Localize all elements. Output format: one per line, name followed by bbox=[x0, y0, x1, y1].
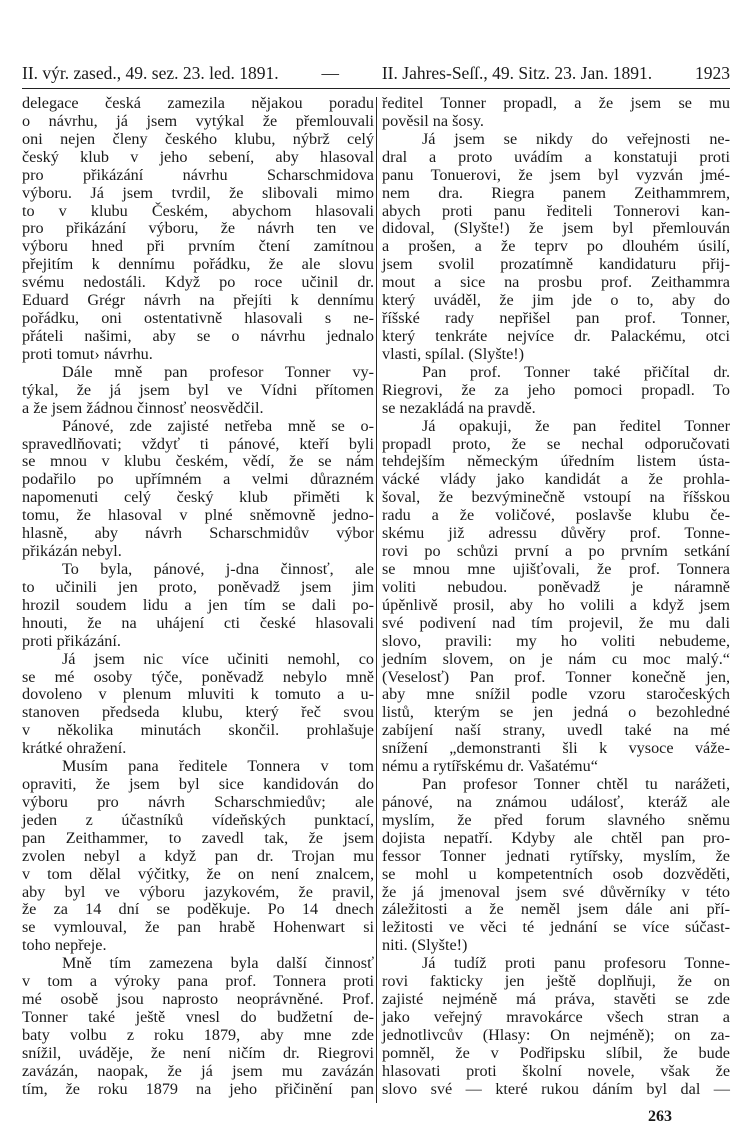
text-line: rovi po schůzi první a po prvním setkání bbox=[382, 542, 730, 561]
text-line: rovi fakticky jen ještě doplňuji, že on bbox=[382, 972, 730, 991]
text-line: přáteli našimi, aby se o návrhu jednalo bbox=[22, 326, 374, 345]
text-line: hrozil soudem lidu a jen tím se dali po- bbox=[22, 595, 374, 614]
text-line: v tom a výroky pana prof. Tonnera proti bbox=[22, 972, 374, 991]
text-line: slovo, pravili: my ho voliti nebudeme, bbox=[382, 631, 730, 650]
header-german: II. Jahres-Seſſ., 49. Sitz. 23. Jan. 1891. bbox=[381, 63, 653, 83]
text-line: že za 14 dní se poděkuje. Po 14 dnech bbox=[22, 900, 374, 919]
text-line: to učinili jen proto, poněvadž jsem jim bbox=[22, 577, 374, 596]
text-line: fessor Tonner jednati rytířsky, myslím, že bbox=[382, 846, 730, 865]
text-line: Eduard Grégr návrh na přejíti k dennímu bbox=[22, 291, 374, 310]
text-line: slovo své — které rukou dáním byl dal — bbox=[382, 1079, 730, 1098]
text-line: pan Zeithammer, to zavedl tak, že jsem bbox=[22, 828, 374, 847]
text-line: říšské rady nepřišel pan prof. Tonner, bbox=[382, 309, 730, 328]
text-line: své podivení nad tím projevil, že mu dali bbox=[382, 613, 730, 632]
text-line: tomu, že hlasoval v plné sněmovně jedno- bbox=[22, 506, 374, 525]
text-line: tehdejším německým úředním listem ústa- bbox=[382, 452, 730, 471]
text-line: To byla, pánové, j-dna činnosť, ale bbox=[62, 559, 374, 578]
text-line: jedním slovem, on je nám cu moc malý.“ bbox=[382, 649, 730, 668]
text-line: se mnou mne ujišťovali, že prof. Tonnera bbox=[382, 559, 730, 578]
text-line: vácké vlády jako kandidát a že prohla- bbox=[382, 470, 730, 489]
text-line: skému již adressu důvěry prof. Tonne- bbox=[382, 524, 730, 543]
text-line: snížení „demonstranti šli k vysoce váže- bbox=[382, 739, 730, 758]
text-line: stanoven předseda klubu, který řeč svou bbox=[22, 703, 374, 722]
text-line: aby byl ve výboru jazykovém, že pravil, bbox=[22, 882, 374, 901]
text-line: myslím, že před forum slavného sněmu bbox=[382, 810, 730, 829]
text-line: panu Tonuerovi, že jsem byl vyzván jmé- bbox=[382, 165, 730, 184]
text-line: jednotlivcův (Hlasy: On nejméně); on za- bbox=[382, 1025, 730, 1044]
text-line: který tenkráte nejvíce dr. Palackému, otci bbox=[382, 326, 730, 345]
text-line: záležitosti a že neměl jsem dále ani pří- bbox=[382, 900, 730, 919]
text-line: toho nepřeje. bbox=[22, 936, 107, 955]
text-line: mé osobě jsou naprosto neoprávněné. Prof. bbox=[22, 990, 374, 1009]
text-line: dral a proto uvádím a konstatuji proti bbox=[382, 147, 730, 166]
text-line: podařilo po upřímném a velmi důrazném bbox=[22, 470, 374, 489]
text-line: přikázán nebyl. bbox=[22, 542, 122, 561]
text-line: oni nejen členy českého klubu, nýbrž celý bbox=[22, 129, 374, 148]
text-line: Pan prof. Tonner také přičítal dr. bbox=[422, 362, 730, 381]
text-line: didoval, (Slyšte!) že jsem byl přemlouván bbox=[382, 219, 730, 238]
text-line: Já tudíž proti panu profesoru Tonne- bbox=[422, 954, 730, 973]
header-rule bbox=[22, 88, 730, 89]
text-line: spravedlňovati; vždyť ti pánové, kteří byli bbox=[22, 434, 374, 453]
text-line: delegace česká zamezila nějakou poradu bbox=[22, 94, 374, 112]
text-line: Musím pana ředitele Tonnera v tom bbox=[62, 757, 374, 776]
text-line: jeden z účastníků vídeňských punktací, bbox=[22, 810, 374, 829]
text-line: pánové, na známou událosť, kteráž ale bbox=[382, 792, 730, 811]
text-line: propadl proto, že se nechal odporučovati bbox=[382, 434, 730, 453]
text-line: týkal, že já jsem byl ve Vídni přítomen bbox=[22, 380, 374, 399]
text-line: hlasovati proti školní novele, však že bbox=[382, 1061, 730, 1080]
text-line: pro přikázání návrhu Scharschmidova bbox=[22, 165, 374, 184]
header-dash: — bbox=[321, 63, 339, 83]
text-line: o návrhu, já jsem vytýkal že přemlouvali bbox=[22, 111, 374, 130]
text-line: se nezakládá na pravdě. bbox=[382, 398, 536, 417]
text-line: Dále mně pan profesor Tonner vy- bbox=[62, 362, 374, 381]
text-line: baty volbu z roku 1879, aby mne zde bbox=[22, 1025, 374, 1044]
text-line: abych proti panu řediteli Tonnerovi kan- bbox=[382, 201, 730, 220]
text-line: úpěnlivě prosil, aby ho volili a když jsem bbox=[382, 595, 730, 614]
text-line: listů, kterým se jen jedná o bezohledné bbox=[382, 703, 730, 722]
text-line: že já jmenoval jsem své důvěrníky v této bbox=[382, 882, 730, 901]
text-line: nem dra. Riegra panem Zeithammrem, bbox=[382, 183, 730, 202]
header-page-total: 1923 bbox=[694, 63, 730, 83]
text-line: Já opakuji, že pan ředitel Tonner bbox=[422, 416, 730, 435]
text-line: tím, že roku 1879 na jeho přičinění pan bbox=[22, 1079, 374, 1098]
text-line: krátké ohražení. bbox=[22, 739, 127, 758]
text-line: a že jsem žádnou činnosť neosvědčil. bbox=[22, 398, 264, 417]
text-line: radu a že voličové, poslavše klubu če- bbox=[382, 506, 730, 525]
text-line: Mně tím zamezena byla další činnosť bbox=[62, 954, 374, 973]
text-line: proti přikázání. bbox=[22, 631, 121, 650]
text-line: šoval, že bezvýminečně vstoupí na říšskou bbox=[382, 488, 730, 507]
running-header bbox=[22, 63, 730, 85]
text-line: hnouti, že na uhájení cti české hlasovali bbox=[22, 613, 374, 632]
text-line: proti tomut› návrhu. bbox=[22, 344, 153, 363]
text-line: Já jsem se nikdy do veřejnosti ne- bbox=[422, 129, 730, 148]
text-line: niti. (Slyšte!) bbox=[382, 936, 468, 955]
header-czech: II. výr. zased., 49. sez. 23. led. 1891. bbox=[22, 63, 279, 83]
text-line: vlasti, spílal. (Slyšte!) bbox=[382, 344, 525, 363]
text-line: Pánové, zde zajisté netřeba mně se o- bbox=[62, 416, 374, 435]
text-line: mout a sice na prosbu prof. Zeithammra bbox=[382, 273, 730, 292]
text-line: přejitím k dennímu pořádku, že ale slovu bbox=[22, 255, 374, 274]
text-line: český klub v jeho sebení, aby hlasoval bbox=[22, 147, 374, 166]
text-line: voliti nebudou. poněvadž je náramně bbox=[382, 577, 730, 596]
text-line: v několika minutách skončil. prohlašuje bbox=[22, 721, 374, 740]
text-line: v tom dělal výčitky, že on není znalcem, bbox=[22, 864, 374, 883]
page-number: 263 bbox=[648, 1108, 672, 1125]
text-line: Riegrovi, že za jeho pomoci propadl. To bbox=[382, 380, 730, 399]
text-line: který uváděl, že jim jde o to, aby do bbox=[382, 291, 730, 310]
text-line: napomenuti celý český klub přiměti k bbox=[22, 488, 374, 507]
left-column bbox=[22, 95, 374, 1099]
text-line: nému a rytířskému dr. Vašatému“ bbox=[382, 757, 598, 776]
text-line: Pan profesor Tonner chtěl tu narážeti, bbox=[422, 775, 730, 794]
text-line: Já jsem nic více učiniti nemohl, co bbox=[62, 649, 374, 668]
text-line: snížil, uváděje, že není ničím dr. Riegrovi bbox=[22, 1043, 374, 1062]
text-line: se mnou v klubu českém, vědí, že se nám bbox=[22, 452, 374, 471]
text-line: zajisté nejméně má práva, stavěti se zde bbox=[382, 990, 730, 1009]
column-divider bbox=[376, 97, 377, 1103]
text-line: svému nedostáli. Když po roce učinil dr. bbox=[22, 273, 374, 292]
text-line: pro přikázání výboru, že návrh ten ve bbox=[22, 219, 374, 238]
text-line: aby mne snížil podle vzoru staročeských bbox=[382, 685, 730, 704]
text-line: se mé osoby týče, poněvadž nebylo mně bbox=[22, 667, 374, 686]
text-line: výboru pro návrh Scharschmiedův; ale bbox=[22, 792, 374, 811]
text-line: dovoleno v plenum mluviti k tomuto a u- bbox=[22, 685, 374, 704]
text-line: to v klubu Českém, abychom hlasovali bbox=[22, 201, 374, 220]
text-line: se mohl u kompetentních osob dozvěděti, bbox=[382, 864, 730, 883]
text-line: ředitel Tonner propadl, a že jsem se mu bbox=[382, 94, 730, 112]
text-line: pomněl, že v Podřipsku slíbil, že bude bbox=[382, 1043, 730, 1062]
text-line: opraviti, že jsem byl sice kandidován do bbox=[22, 775, 374, 794]
text-line: a prošen, a že teprv po dlouhém úsilí, bbox=[382, 237, 730, 256]
text-line: zabíjení naší strany, uvedl také na mé bbox=[382, 721, 730, 740]
text-line: zvolen nebyl a když pan dr. Trojan mu bbox=[22, 846, 374, 865]
text-line: (Veselosť) Pan prof. Tonner konečně jen, bbox=[382, 667, 730, 686]
text-line: dojista nepatří. Kdyby ale chtěl pan pro- bbox=[382, 828, 730, 847]
text-line: Tonner také ještě vnesl do budžetní de- bbox=[22, 1008, 374, 1027]
text-line: zavázán, naopak, že já jsem mu zavázán bbox=[22, 1061, 374, 1080]
text-line: jako veřejný mravokárce všech stran a bbox=[382, 1008, 730, 1027]
text-line: se vymlouval, že pan hrabě Hohenwart si bbox=[22, 918, 374, 937]
text-line: pořádku, oni ostentativně hlasovali s ne- bbox=[22, 309, 374, 328]
text-line: pověsil na šosy. bbox=[382, 111, 484, 130]
right-column bbox=[382, 95, 730, 1099]
text-line: výboru hned při prvním čtení zamítnou bbox=[22, 237, 374, 256]
text-line: jsem svolil prozatímně kandidaturu přij- bbox=[382, 255, 730, 274]
text-line: ležitosti ve věci té jednání se více súčast- bbox=[382, 918, 730, 937]
text-line: hlasně, aby návrh Scharschmidův výbor bbox=[22, 524, 374, 543]
text-line: výboru. Já jsem tvrdil, že slibovali mimo bbox=[22, 183, 374, 202]
